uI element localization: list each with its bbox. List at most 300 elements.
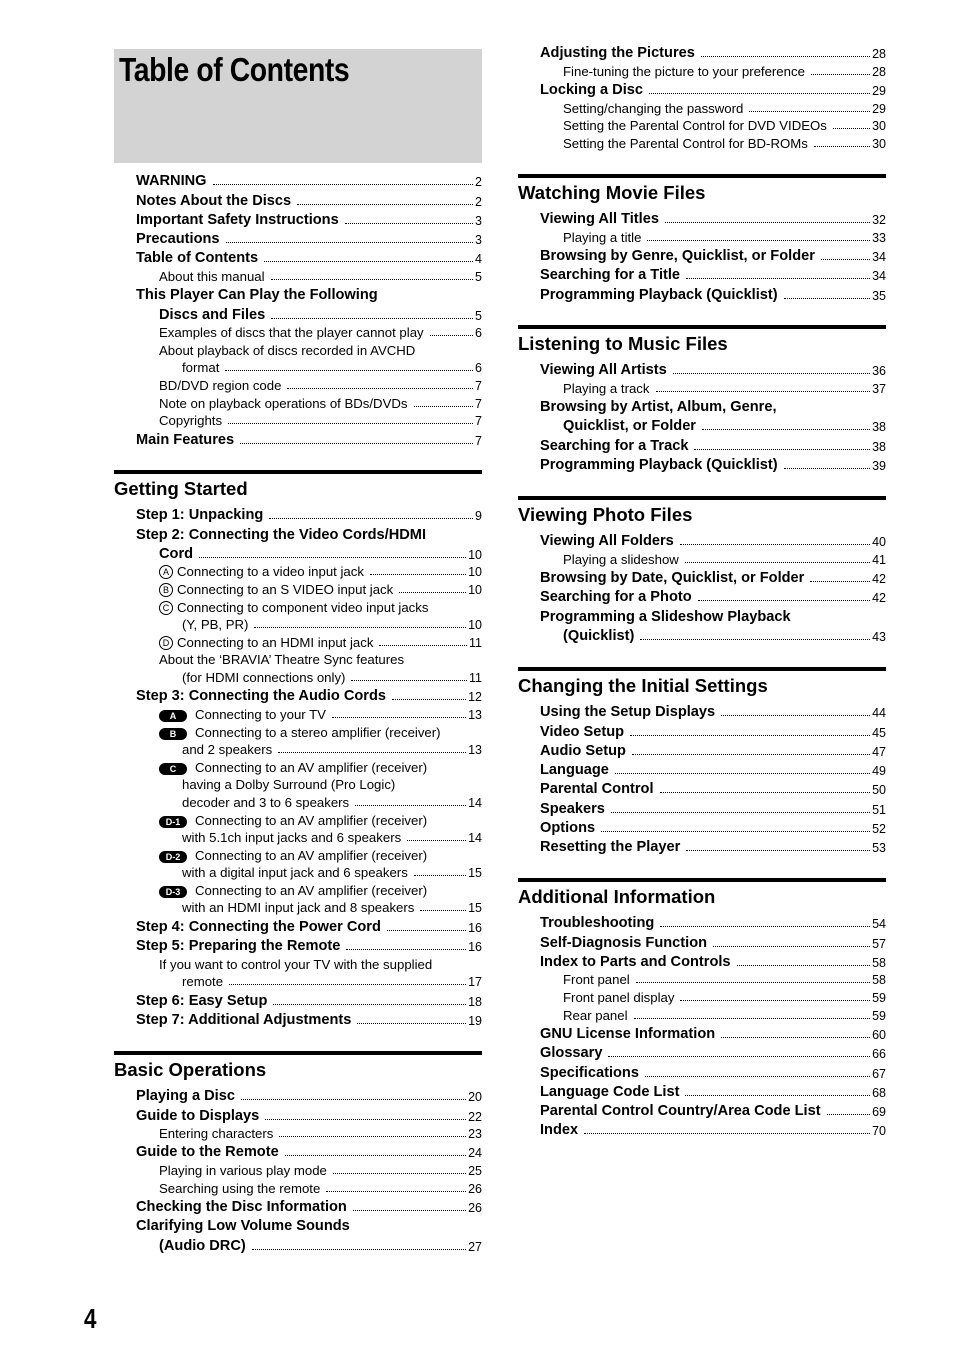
leader-dots (833, 128, 870, 129)
leader-dots (414, 875, 466, 876)
toc-entry[interactable] (114, 845, 482, 863)
leader-dots (265, 1119, 466, 1120)
toc-entry[interactable] (518, 42, 886, 61)
toc-entry-label: Front panel display (563, 990, 675, 1006)
toc-entry[interactable] (114, 1160, 482, 1178)
section-entries (114, 504, 482, 1028)
toc-entry-page: 50 (872, 783, 886, 798)
toc-entry[interactable] (518, 530, 886, 549)
toc-entry-label: with a digital input jack and 6 speakers (182, 865, 408, 881)
toc-entry-page: 23 (468, 1127, 482, 1142)
toc-entry[interactable] (114, 972, 482, 990)
toc-entry-page: 38 (872, 439, 886, 454)
toc-entry-label: Adjusting the Pictures (540, 45, 695, 62)
toc-entry[interactable] (518, 1005, 886, 1023)
leader-dots (685, 1095, 870, 1096)
toc-entry-label: This Player Can Play the Following (136, 287, 378, 304)
toc-entry-label: (Y, PB, PR) (182, 617, 249, 633)
connection-badge-icon: C (159, 763, 187, 775)
toc-entry-label: with an HDMI input jack and 8 speakers (182, 900, 415, 916)
toc-entry[interactable] (114, 504, 482, 523)
toc-entry-label: Setting the Parental Control for BD-ROMs (563, 135, 808, 151)
toc-entry-page: 58 (872, 973, 886, 988)
toc-entry[interactable] (518, 720, 886, 739)
toc-entry[interactable] (114, 303, 482, 322)
toc-entry-label: Parental Control (540, 781, 654, 798)
connection-badge-icon: D-3 (159, 886, 187, 898)
toc-entry-label: (Quicklist) (563, 628, 635, 645)
toc-entry-label: Programming Playback (Quicklist) (540, 457, 778, 474)
toc-entry[interactable] (114, 523, 482, 542)
connection-badge-icon: D-1 (159, 816, 187, 828)
toc-entry[interactable] (114, 1196, 482, 1215)
toc-entry-page: 12 (468, 690, 482, 705)
toc-entry-label: Programming Playback (Quicklist) (540, 286, 778, 303)
leader-dots (721, 1037, 870, 1038)
toc-entry[interactable] (114, 915, 482, 934)
leader-dots (241, 1099, 466, 1100)
leader-dots (686, 278, 870, 279)
toc-entry[interactable] (114, 667, 482, 685)
leader-dots (686, 850, 870, 851)
leader-dots (430, 335, 473, 336)
toc-entry-label: Guide to the Remote (136, 1144, 279, 1161)
toc-entry-page: 28 (872, 64, 886, 79)
toc-entry-page: 33 (872, 230, 886, 245)
toc-entry-label: If you want to control your TV with the supplied (159, 956, 433, 972)
toc-entry[interactable] (518, 434, 886, 453)
leader-dots (414, 406, 474, 407)
section-entries (518, 359, 886, 473)
toc-entry-label: Specifications (540, 1064, 639, 1081)
section-heading: Basic Operations (114, 1059, 267, 1080)
toc-entry[interactable] (518, 778, 886, 797)
toc-entry-page: 44 (872, 706, 886, 721)
toc-entry-page: 13 (468, 743, 482, 758)
toc-entry-label: Entering characters (159, 1126, 274, 1142)
toc-entry[interactable] (114, 1085, 482, 1104)
front-matter-list (114, 170, 482, 448)
leader-dots (673, 373, 870, 374)
toc-entry-page: 2 (475, 194, 482, 209)
toc-entry-label: Connecting to an HDMI input jack (177, 634, 374, 650)
toc-entry[interactable] (114, 358, 482, 376)
toc-entry-page: 17 (468, 975, 482, 990)
toc-entry-page: 36 (872, 364, 886, 379)
toc-entry-label: About this manual (159, 269, 265, 285)
toc-entry-page: 10 (468, 565, 482, 580)
toc-entry-label: Step 5: Preparing the Remote (136, 938, 341, 955)
section-rule (114, 1051, 482, 1055)
section-entries (518, 912, 886, 1138)
toc-entry-page: 2 (475, 175, 482, 190)
leader-dots (264, 261, 473, 262)
toc-entry-page: 53 (872, 841, 886, 856)
toc-entry[interactable] (518, 1061, 886, 1080)
toc-entry[interactable] (114, 209, 482, 228)
toc-entry-label: Searching for a Photo (540, 589, 692, 606)
toc-entry-page: 42 (872, 591, 886, 606)
toc-entry-label: Programming a Slideshow Playback (540, 608, 791, 625)
leader-dots (601, 831, 870, 832)
toc-entry[interactable] (518, 264, 886, 283)
toc-entry-page: 54 (872, 917, 886, 932)
toc-entry[interactable] (518, 931, 886, 950)
leader-dots (287, 388, 473, 389)
toc-entry-page: 45 (872, 725, 886, 740)
leader-dots (357, 1023, 466, 1024)
toc-entry-label: Video Setup (540, 723, 625, 740)
leader-dots (694, 449, 870, 450)
leader-dots (229, 984, 466, 985)
toc-entry-page: 43 (872, 630, 886, 645)
toc-entry[interactable] (114, 597, 482, 615)
toc-entry[interactable] (114, 228, 482, 247)
leader-dots (647, 240, 870, 241)
toc-entry-label: About the ‘BRAVIA’ Theatre Sync features (159, 652, 405, 668)
leader-dots (645, 1076, 870, 1077)
toc-entry[interactable] (114, 615, 482, 633)
leader-dots (351, 680, 467, 681)
toc-entry[interactable] (518, 98, 886, 116)
toc-entry[interactable] (114, 189, 482, 208)
toc-entry-page: 30 (872, 136, 886, 151)
toc-entry[interactable] (114, 284, 482, 303)
toc-entry-page: 34 (872, 250, 886, 265)
toc-entry-page: 29 (872, 84, 886, 99)
leader-dots (680, 544, 870, 545)
leader-dots (392, 699, 466, 700)
toc-entry-label: Connecting to your TV (195, 706, 326, 722)
toc-entry[interactable] (518, 797, 886, 816)
toc-entry[interactable] (114, 170, 482, 189)
leader-dots (240, 443, 473, 444)
toc-entry[interactable] (114, 810, 482, 828)
toc-entry[interactable] (114, 266, 482, 284)
toc-entry[interactable] (518, 701, 886, 720)
toc-entry-page: 28 (872, 47, 886, 62)
toc-entry-label: WARNING (136, 173, 207, 190)
toc-entry-label: Cord (159, 545, 194, 562)
section-rule (518, 496, 886, 500)
leader-dots (701, 56, 870, 57)
toc-entry-label: Step 2: Connecting the Video Cords/HDMI (136, 526, 427, 543)
toc-entry[interactable] (114, 543, 482, 562)
toc-entry[interactable] (114, 704, 482, 722)
toc-entry[interactable] (114, 685, 482, 704)
toc-entry-page: 25 (468, 1164, 482, 1179)
toc-entry-label: Setting/changing the password (563, 100, 744, 116)
toc-entry-label: Fine-tuning the picture to your preference (563, 63, 805, 79)
page-number: 4 (84, 1303, 97, 1334)
leader-dots (632, 754, 870, 755)
toc-entry-page: 67 (872, 1066, 886, 1081)
section-rule (114, 470, 482, 474)
leader-dots (640, 639, 870, 640)
toc-entry-page: 10 (468, 618, 482, 633)
toc-entry[interactable] (518, 625, 886, 644)
toc-entry-label: Index (540, 1122, 579, 1139)
toc-entry-label: Resetting the Player (540, 839, 681, 856)
toc-entry[interactable] (114, 880, 482, 898)
toc-entry[interactable] (518, 1081, 886, 1100)
toc-entry-label: Viewing All Artists (540, 362, 667, 379)
toc-entry-page: 24 (468, 1146, 482, 1161)
toc-entry-label: Important Safety Instructions (136, 211, 339, 228)
toc-entry-label: Guide to Displays (136, 1107, 260, 1124)
toc-entry[interactable] (114, 1104, 482, 1123)
leader-dots (333, 1173, 466, 1174)
leader-dots (370, 574, 466, 575)
toc-entry[interactable] (114, 340, 482, 358)
section-heading: Watching Movie Files (518, 182, 706, 203)
toc-entry-label: Connecting to an AV amplifier (receiver) (195, 847, 428, 863)
toc-entry-page: 57 (872, 936, 886, 951)
toc-entry[interactable] (114, 1124, 482, 1142)
leader-dots (737, 965, 871, 966)
toc-entry-page: 35 (872, 288, 886, 303)
toc-entry[interactable] (114, 1141, 482, 1160)
leader-dots (749, 111, 870, 112)
leader-dots (608, 1056, 870, 1057)
toc-entry-page: 5 (475, 308, 482, 323)
section-entries (518, 208, 886, 303)
section-watching-movie-files (518, 174, 886, 303)
toc-entry[interactable] (518, 283, 886, 302)
toc-entry[interactable] (518, 208, 886, 227)
toc-entry-label: About playback of discs recorded in AVCHD (159, 342, 416, 358)
toc-entry-label: Playing in various play mode (159, 1163, 327, 1179)
leader-dots (285, 1155, 466, 1156)
toc-entry[interactable] (518, 817, 886, 836)
toc-entry-label: Options (540, 820, 596, 837)
leader-dots (297, 204, 473, 205)
toc-entry-page: 6 (475, 326, 482, 341)
toc-entry-page: 11 (469, 671, 482, 686)
leader-dots (821, 259, 870, 260)
toc-entry[interactable] (114, 757, 482, 775)
toc-entry[interactable] (114, 411, 482, 429)
toc-entry[interactable] (518, 133, 886, 151)
toc-entry-label: Connecting to an S VIDEO input jack (177, 582, 394, 598)
toc-entry[interactable] (114, 722, 482, 740)
toc-entry-page: 34 (872, 269, 886, 284)
toc-entry[interactable] (518, 454, 886, 473)
leader-dots (649, 93, 870, 94)
toc-entry-page: 7 (475, 396, 482, 411)
toc-entry-page: 20 (468, 1090, 482, 1105)
toc-entry-label: Viewing All Folders (540, 533, 674, 550)
section-rule (518, 878, 886, 882)
toc-entry-label: Self-Diagnosis Function (540, 934, 708, 951)
toc-entry[interactable] (518, 396, 886, 415)
toc-entry-page: 7 (475, 414, 482, 429)
toc-entry-label: Using the Setup Displays (540, 704, 716, 721)
toc-entry[interactable] (518, 359, 886, 378)
toc-entry[interactable] (114, 247, 482, 266)
section-viewing-photo-files (518, 496, 886, 644)
toc-entry[interactable] (518, 415, 886, 434)
leader-dots (630, 735, 870, 736)
toc-entry-label: Quicklist, or Folder (563, 418, 696, 435)
section-basic-operations (114, 1051, 482, 1254)
toc-entry[interactable] (114, 562, 482, 580)
leader-dots (269, 518, 473, 519)
toc-entry[interactable] (518, 79, 886, 98)
toc-entry[interactable] (114, 1009, 482, 1028)
toc-entry[interactable] (518, 987, 886, 1005)
toc-entry[interactable] (114, 863, 482, 881)
leader-dots (814, 146, 870, 147)
section-entries (518, 701, 886, 855)
section-rule (518, 325, 886, 329)
toc-entry[interactable] (114, 650, 482, 668)
toc-entry[interactable] (114, 989, 482, 1008)
toc-entry-page: 16 (468, 920, 482, 935)
toc-entry[interactable] (518, 605, 886, 624)
toc-entry-label: Step 6: Easy Setup (136, 992, 268, 1009)
toc-entry-label: Language Code List (540, 1083, 680, 1100)
toc-entry-label: BD/DVD region code (159, 378, 282, 394)
leader-dots (611, 812, 870, 813)
toc-entry[interactable] (114, 1234, 482, 1253)
circled-letter-icon: B (159, 583, 173, 597)
toc-entry[interactable] (518, 245, 886, 264)
section-heading: Additional Information (518, 886, 716, 907)
section-additional-information (518, 878, 886, 1138)
toc-entry[interactable] (114, 579, 482, 597)
toc-entry-label: remote (182, 974, 224, 990)
toc-entry[interactable] (114, 740, 482, 758)
toc-entry-page: 32 (872, 213, 886, 228)
leader-dots (387, 930, 466, 931)
leader-dots (656, 391, 871, 392)
toc-entry[interactable] (114, 775, 482, 793)
section-heading: Getting Started (114, 478, 248, 499)
section-rule (518, 174, 886, 178)
toc-entry-page: 30 (872, 119, 886, 134)
toc-entry-label: Searching for a Title (540, 267, 681, 284)
toc-entry[interactable] (518, 586, 886, 605)
toc-entry[interactable] (518, 951, 886, 970)
toc-entry-page: 40 (872, 535, 886, 550)
leader-dots (353, 1210, 466, 1211)
toc-entry-page: 37 (872, 381, 886, 396)
toc-entry[interactable] (518, 740, 886, 759)
toc-entry-page: 27 (468, 1239, 482, 1254)
toc-entry[interactable] (114, 792, 482, 810)
section-entries (518, 530, 886, 644)
toc-entry[interactable] (518, 970, 886, 988)
toc-entry-page: 70 (872, 1124, 886, 1139)
toc-entry-page: 59 (872, 991, 886, 1006)
toc-entry-page: 10 (468, 547, 482, 562)
toc-entry-page: 59 (872, 1008, 886, 1023)
toc-entry-page: 5 (475, 270, 482, 285)
connection-badge-icon: B (159, 728, 187, 740)
connection-badge-icon: A (159, 710, 187, 722)
toc-entry[interactable] (518, 567, 886, 586)
section-rule (518, 667, 886, 671)
toc-entry-page: 66 (872, 1047, 886, 1062)
toc-entry[interactable] (114, 954, 482, 972)
toc-entry-page: 3 (475, 213, 482, 228)
toc-entry-label: (for HDMI connections only) (182, 670, 346, 686)
toc-entry-page: 7 (475, 433, 482, 448)
toc-entry-label: Note on playback operations of BDs/DVDs (159, 395, 408, 411)
leader-dots (355, 805, 466, 806)
connection-badge-icon: D-2 (159, 851, 187, 863)
leader-dots (278, 752, 466, 753)
toc-entry-label: Rear panel (563, 1007, 628, 1023)
toc-entry[interactable] (518, 1100, 886, 1119)
toc-entry-label: Discs and Files (159, 306, 266, 323)
toc-entry[interactable] (518, 549, 886, 567)
toc-entry[interactable] (518, 1023, 886, 1042)
toc-entry-page: 13 (468, 707, 482, 722)
toc-entry-label: Step 3: Connecting the Audio Cords (136, 688, 386, 705)
toc-entry[interactable] (518, 1119, 886, 1138)
toc-entry[interactable] (114, 1178, 482, 1196)
leader-dots (827, 1114, 871, 1115)
toc-entry[interactable] (518, 836, 886, 855)
toc-entry-page: 60 (872, 1027, 886, 1042)
leader-dots (615, 773, 870, 774)
toc-entry[interactable] (114, 632, 482, 650)
toc-entry[interactable] (518, 61, 886, 79)
toc-entry-page: 68 (872, 1085, 886, 1100)
toc-entry[interactable] (114, 323, 482, 341)
leader-dots (225, 370, 473, 371)
toc-entry[interactable] (518, 378, 886, 396)
toc-entry-page: 41 (872, 552, 886, 567)
toc-entry-page: 11 (469, 635, 482, 650)
toc-entry-page: 39 (872, 459, 886, 474)
leader-dots (634, 1018, 871, 1019)
leader-dots (784, 298, 870, 299)
toc-entry[interactable] (114, 898, 482, 916)
toc-entry-label: Setting the Parental Control for DVD VIDEOs (563, 118, 827, 134)
leader-dots (584, 1133, 870, 1134)
toc-entry-page: 14 (468, 795, 482, 810)
leader-dots (273, 1004, 466, 1005)
toc-entry-label: Searching using the remote (159, 1180, 321, 1196)
toc-entry-label: Clarifying Low Volume Sounds (136, 1218, 350, 1235)
toc-entry[interactable] (518, 912, 886, 931)
leader-dots (660, 926, 870, 927)
toc-entry-label: Step 4: Connecting the Power Cord (136, 918, 381, 935)
toc-entry-page: 47 (872, 744, 886, 759)
toc-entry-page: 69 (872, 1105, 886, 1120)
toc-entry[interactable] (114, 1215, 482, 1234)
toc-entry[interactable] (114, 428, 482, 447)
toc-entry[interactable] (518, 227, 886, 245)
leader-dots (226, 242, 474, 243)
toc-entry[interactable] (518, 116, 886, 134)
leader-dots (680, 1000, 870, 1001)
toc-entry-label: Searching for a Track (540, 437, 689, 454)
toc-entry[interactable] (114, 935, 482, 954)
toc-entry[interactable] (114, 393, 482, 411)
toc-entry-label: and 2 speakers (182, 742, 273, 758)
page-title: Table of Contents (119, 51, 350, 88)
toc-entry-label: Connecting to a video input jack (177, 564, 364, 580)
toc-entry[interactable] (114, 828, 482, 846)
toc-entry[interactable] (518, 759, 886, 778)
toc-entry[interactable] (518, 1042, 886, 1061)
toc-entry-page: 4 (475, 252, 482, 267)
toc-entry[interactable] (114, 375, 482, 393)
